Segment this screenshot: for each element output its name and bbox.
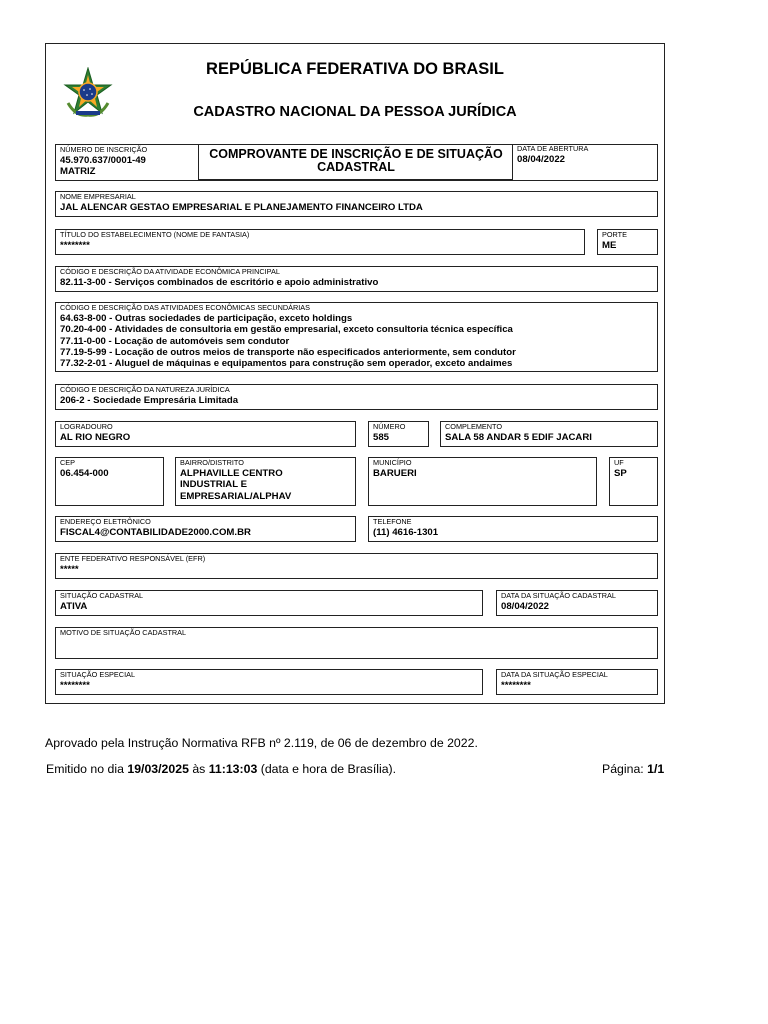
cnpj-value: 45.970.637/0001-49 bbox=[60, 155, 146, 166]
bairro-value bbox=[180, 468, 352, 502]
page-value: 1/1 bbox=[647, 762, 665, 776]
divider bbox=[198, 144, 199, 181]
list-item: 77.11-0-00 - Locação de automóveis sem condutor bbox=[60, 335, 290, 347]
cep-label: CEP bbox=[60, 458, 76, 467]
document-title-line2: CADASTRAL bbox=[317, 160, 395, 174]
agency-title: CADASTRO NACIONAL DA PESSOA JURÍDICA bbox=[193, 104, 517, 120]
emitted-time: 11:13:03 bbox=[208, 762, 258, 776]
numero-value: 585 bbox=[373, 432, 390, 443]
nome-empresarial-field bbox=[55, 191, 658, 217]
complemento-field bbox=[440, 421, 658, 447]
numero-label: NÚMERO bbox=[373, 422, 406, 431]
bairro-line: ALPHAVILLE CENTRO bbox=[180, 468, 283, 479]
emitted-date: 19/03/2025 bbox=[127, 762, 189, 776]
data-situacao-label: DATA DA SITUAÇÃO CADASTRAL bbox=[501, 591, 616, 600]
document-title bbox=[199, 144, 513, 180]
coat-of-arms-icon bbox=[62, 67, 114, 119]
abertura-label: DATA DE ABERTURA bbox=[517, 144, 589, 153]
atividade-principal-label: CÓDIGO E DESCRIÇÃO DA ATIVIDADE ECONÔMICA PRINCIPAL bbox=[60, 267, 280, 276]
cep-field bbox=[55, 457, 164, 506]
atividade-principal-field bbox=[55, 266, 658, 292]
uf-value: SP bbox=[614, 468, 627, 479]
logradouro-value: AL RIO NEGRO bbox=[60, 432, 131, 443]
situacao-especial-value: ******** bbox=[60, 680, 90, 691]
porte-field bbox=[597, 229, 658, 255]
situacao-especial-label: SITUAÇÃO ESPECIAL bbox=[60, 670, 136, 679]
data-situacao-field bbox=[496, 590, 658, 616]
bairro-label: BAIRRO/DISTRITO bbox=[180, 458, 244, 467]
situacao-value: ATIVA bbox=[60, 601, 88, 612]
uf-label: UF bbox=[614, 458, 624, 467]
atividade-principal-value: 82.11-3-00 - Serviços combinados de escritório e apoio administrativo bbox=[60, 277, 379, 288]
emitted-text bbox=[46, 762, 396, 776]
motivo-field bbox=[55, 627, 658, 659]
abertura-field bbox=[512, 144, 658, 181]
atividades-secundarias-label: CÓDIGO E DESCRIÇÃO DAS ATIVIDADES ECONÔMICAS SECUNDÁRIAS bbox=[60, 303, 311, 312]
fantasia-value: ******** bbox=[60, 240, 90, 251]
municipio-field bbox=[368, 457, 597, 506]
list-item: 77.19-5-99 - Locação de outros meios de transporte não especificados anteriormente, sem condutor bbox=[60, 346, 516, 358]
data-situacao-especial-label: DATA DA SITUAÇÃO ESPECIAL bbox=[501, 670, 608, 679]
telefone-value: (11) 4616-1301 bbox=[373, 527, 439, 538]
telefone-label: TELEFONE bbox=[373, 517, 412, 526]
matriz-value: MATRIZ bbox=[60, 166, 96, 178]
nome-empresarial-label: NOME EMPRESARIAL bbox=[60, 192, 136, 201]
email-label: ENDEREÇO ELETRÔNICO bbox=[60, 517, 151, 526]
situacao-field bbox=[55, 590, 483, 616]
emitted-mid: às bbox=[192, 762, 206, 776]
natureza-juridica-field bbox=[55, 384, 658, 410]
list-item: 64.63-8-00 - Outras sociedades de participação, exceto holdings bbox=[60, 313, 353, 324]
list-item: 77.32-2-01 - Aluguel de máquinas e equipamentos para construção sem operador, exceto andaimes bbox=[60, 358, 513, 370]
inscricao-label: NÚMERO DE INSCRIÇÃO bbox=[60, 145, 148, 154]
natureza-juridica-label: CÓDIGO E DESCRIÇÃO DA NATUREZA JURÍDICA bbox=[60, 385, 230, 394]
motivo-label: MOTIVO DE SITUAÇÃO CADASTRAL bbox=[60, 628, 187, 637]
list-item: 70.20-4-00 - Atividades de consultoria em gestão empresarial, exceto consultoria técnica específica bbox=[60, 324, 513, 336]
document-title-line1: COMPROVANTE DE INSCRIÇÃO E DE SITUAÇÃO bbox=[209, 147, 503, 161]
porte-value: ME bbox=[602, 240, 617, 251]
email-field bbox=[55, 516, 356, 542]
country-title: REPÚBLICA FEDERATIVA DO BRASIL bbox=[206, 60, 504, 78]
emitted-prefix: Emitido no dia bbox=[46, 762, 124, 776]
efr-value: ***** bbox=[60, 564, 79, 575]
nome-empresarial-value: JAL ALENCAR GESTAO EMPRESARIAL E PLANEJAMENTO FINANCEIRO LTDA bbox=[60, 202, 423, 213]
municipio-value: BARUERI bbox=[373, 468, 417, 479]
data-situacao-especial-value: ******** bbox=[501, 680, 531, 691]
efr-label: ENTE FEDERATIVO RESPONSÁVEL (EFR) bbox=[60, 554, 206, 563]
page-label: Página: bbox=[602, 762, 644, 776]
complemento-value: SALA 58 ANDAR 5 EDIF JACARI bbox=[445, 432, 592, 443]
natureza-juridica-value: 206-2 - Sociedade Empresária Limitada bbox=[60, 395, 239, 406]
situacao-label: SITUAÇÃO CADASTRAL bbox=[60, 591, 144, 600]
bairro-line: INDUSTRIAL E bbox=[180, 479, 247, 491]
porte-label: PORTE bbox=[602, 230, 628, 239]
bairro-field bbox=[175, 457, 356, 506]
fantasia-label: TÍTULO DO ESTABELECIMENTO (NOME DE FANTASIA) bbox=[60, 230, 250, 239]
logradouro-field bbox=[55, 421, 356, 447]
page-indicator bbox=[602, 762, 664, 776]
complemento-label: COMPLEMENTO bbox=[445, 422, 503, 431]
fantasia-field bbox=[55, 229, 585, 255]
emitted-suffix: (data e hora de Brasília). bbox=[260, 762, 397, 776]
telefone-field bbox=[368, 516, 658, 542]
numero-field bbox=[368, 421, 429, 447]
efr-field bbox=[55, 553, 658, 579]
atividades-secundarias-field bbox=[55, 302, 658, 372]
cep-value: 06.454-000 bbox=[60, 468, 109, 479]
uf-field bbox=[609, 457, 658, 506]
situacao-especial-field bbox=[55, 669, 483, 695]
municipio-label: MUNICÍPIO bbox=[373, 458, 412, 467]
logradouro-label: LOGRADOURO bbox=[60, 422, 113, 431]
atividades-secundarias-list bbox=[60, 313, 654, 369]
approval-text: Aprovado pela Instrução Normativa RFB nº 2.119, de 06 de dezembro de 2022. bbox=[45, 736, 478, 750]
data-situacao-value: 08/04/2022 bbox=[501, 601, 550, 612]
data-situacao-especial-field bbox=[496, 669, 658, 695]
abertura-value: 08/04/2022 bbox=[517, 154, 566, 165]
bairro-line: EMPRESARIAL/ALPHAV bbox=[180, 490, 292, 502]
email-value: FISCAL4@CONTABILIDADE2000.COM.BR bbox=[60, 527, 251, 538]
